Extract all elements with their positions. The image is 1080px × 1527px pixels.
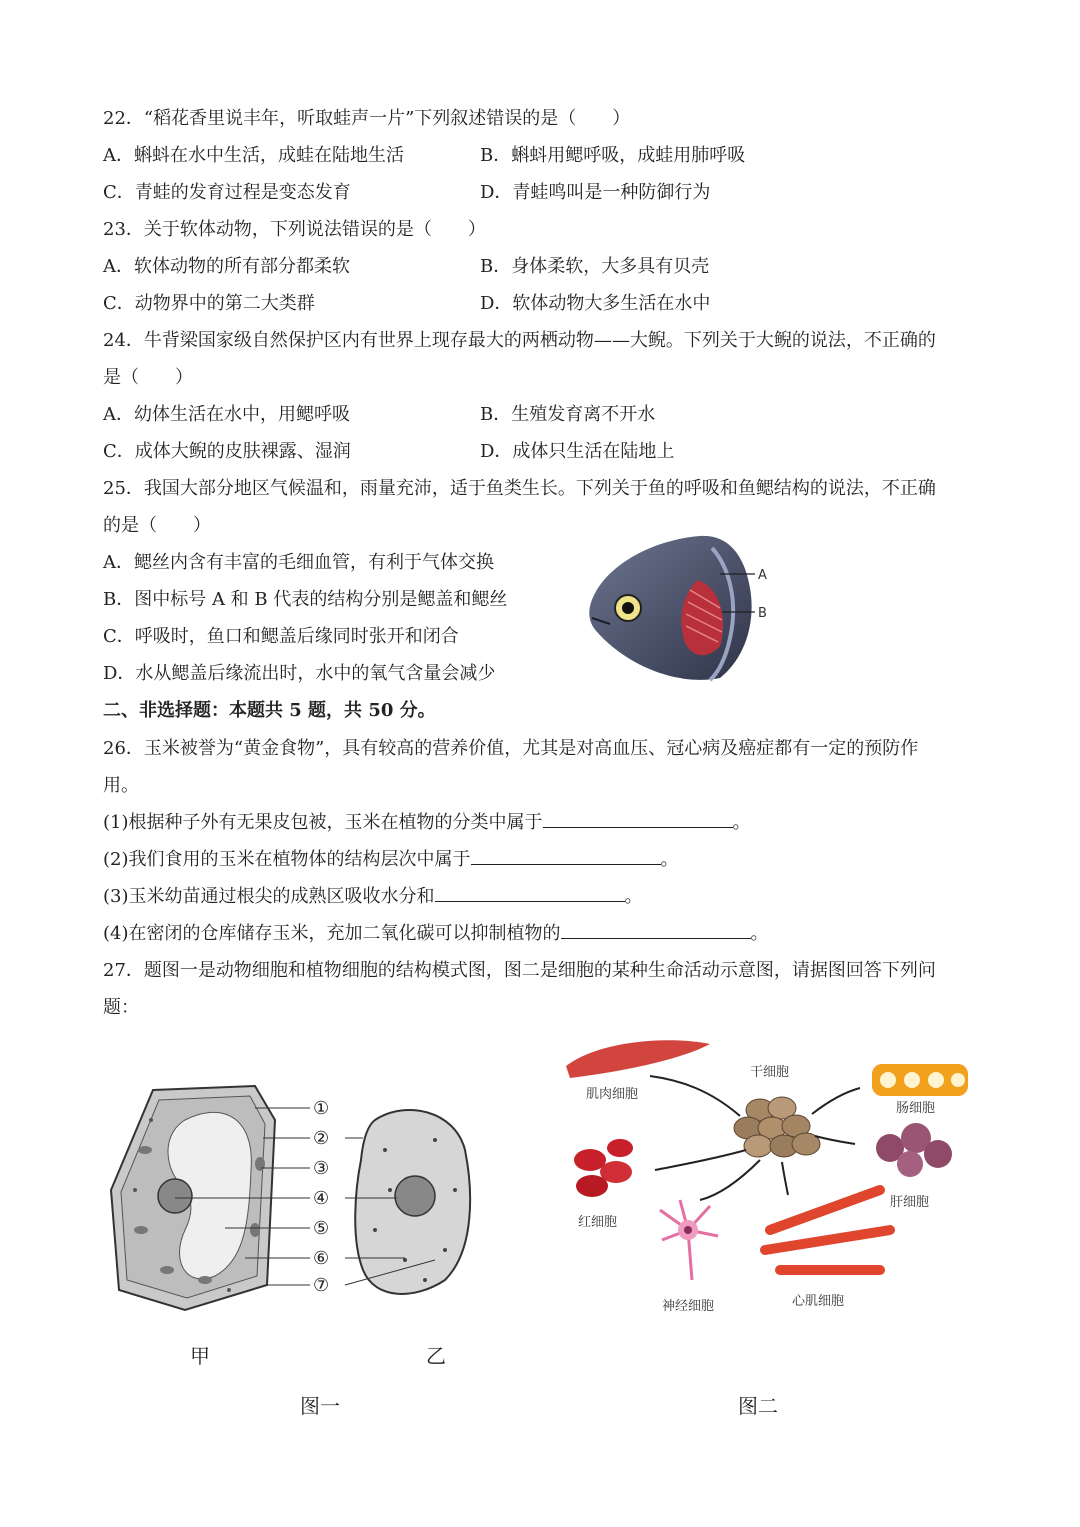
q27-stem-line2: 题：: [103, 997, 139, 1018]
animal-cell-caption: 乙: [426, 1344, 446, 1368]
q26-part2-end: 。: [660, 849, 679, 870]
cell-structure-figure: [105, 1080, 475, 1320]
cell-label-5: ⑤: [313, 1218, 330, 1239]
label-nerve-cell: 神经细胞: [662, 1299, 715, 1314]
q26-part4-text: (4)在密闭的仓库储存玉米，充加二氧化碳可以抑制植物的: [103, 923, 561, 944]
q26-part2-text: (2)我们食用的玉米在植物体的结构层次中属于: [103, 849, 471, 870]
liver-cell-shape: [876, 1123, 952, 1177]
fish-gill-figure: [580, 528, 780, 688]
q25-option-a[interactable]: A．鳃丝内含有丰富的毛细血管，有利于气体交换: [103, 552, 494, 573]
q26-part4-end: 。: [750, 923, 769, 944]
q23-option-d[interactable]: D．软体动物大多生活在水中: [480, 293, 711, 314]
plant-cell-caption: 甲: [190, 1344, 210, 1368]
q26-part3: [103, 882, 643, 908]
stem-cell-cluster: [734, 1097, 820, 1157]
plant-nucleus: [158, 1179, 192, 1213]
q24-stem-line1: 24．牛背梁国家级自然保护区内有世界上现存最大的两栖动物——大鲵。下列关于大鲵的说法，不正确的: [103, 330, 936, 351]
cell-label-4: ④: [313, 1188, 330, 1209]
q25-stem-line1: 25．我国大部分地区气候温和，雨量充沛，适于鱼类生长。下列关于鱼的呼吸和鱼鳃结构的说法，不正确: [103, 478, 936, 499]
label-stem-cell: 干细胞: [750, 1065, 790, 1080]
q26-part1-blank[interactable]: [543, 811, 733, 828]
figure-2-caption: 图二: [738, 1394, 778, 1418]
cell-differentiation-figure: [560, 1030, 980, 1320]
q26-part3-end: 。: [624, 886, 643, 907]
label-liver-cell: 肝细胞: [890, 1195, 930, 1210]
label-cardiac-cell: 心肌细胞: [792, 1294, 845, 1309]
animal-nucleus: [395, 1176, 435, 1216]
cell-label-6: ⑥: [313, 1248, 330, 1269]
q24-option-d[interactable]: D．成体只生活在陆地上: [480, 441, 675, 462]
q25-option-b[interactable]: B．图中标号 A 和 B 代表的结构分别是鳃盖和鳃丝: [103, 589, 508, 610]
q22-option-b[interactable]: B．蝌蚪用鳃呼吸，成蛙用肺呼吸: [480, 145, 746, 166]
q24-option-a[interactable]: A．幼体生活在水中，用鳃呼吸: [103, 404, 350, 425]
q26-part4: [103, 919, 769, 945]
q26-part2-blank[interactable]: [471, 848, 661, 865]
fish-head-shape: [589, 536, 751, 680]
figure-1-caption: 图一: [300, 1394, 340, 1418]
cell-label-7: ⑦: [313, 1275, 330, 1296]
fish-label-b: B: [758, 606, 767, 621]
muscle-cell-shape: [566, 1040, 710, 1078]
section-2-heading: 二、非选择题：本题共 5 题，共 50 分。: [103, 700, 436, 721]
fish-label-a: A: [758, 568, 767, 583]
q26-part2: [103, 845, 679, 871]
q26-stem-line2: 用。: [103, 775, 139, 796]
cell-label-2: ②: [313, 1128, 330, 1149]
q25-stem-line2: 的是（ ）: [103, 515, 211, 536]
q25-option-d[interactable]: D．水从鳃盖后缘流出时，水中的氧气含量会减少: [103, 663, 496, 684]
q24-stem-line2: 是（ ）: [103, 367, 193, 388]
q22-stem: 22．“稻花香里说丰年，听取蛙声一片”下列叙述错误的是（ ）: [103, 108, 631, 129]
q24-option-b[interactable]: B．生殖发育离不开水: [480, 404, 656, 425]
q26-part4-blank[interactable]: [561, 922, 751, 939]
q23-stem: 23．关于软体动物，下列说法错误的是（ ）: [103, 219, 486, 240]
q23-option-a[interactable]: A．软体动物的所有部分都柔软: [103, 256, 350, 277]
q26-part1-end: 。: [732, 812, 751, 833]
label-red-blood-cell: 红细胞: [578, 1215, 618, 1230]
q24-option-c[interactable]: C．成体大鲵的皮肤裸露、湿润: [103, 441, 351, 462]
label-intestine-cell: 肠细胞: [896, 1101, 936, 1116]
cardiac-cell-shape: [765, 1190, 890, 1270]
q26-stem-line1: 26．玉米被誉为“黄金食物”，具有较高的营养价值，尤其是对高血压、冠心病及癌症都有一定的预防作: [103, 738, 919, 759]
q25-option-c[interactable]: C．呼吸时，鱼口和鳃盖后缘同时张开和闭合: [103, 626, 459, 647]
q27-stem-line1: 27．题图一是动物细胞和植物细胞的结构模式图，图二是细胞的某种生命活动示意图，请据图回答下列问: [103, 960, 936, 981]
q22-option-d[interactable]: D．青蛙鸣叫是一种防御行为: [480, 182, 711, 203]
cell-label-3: ③: [313, 1158, 330, 1179]
q26-part1-text: (1)根据种子外有无果皮包被，玉米在植物的分类中属于: [103, 812, 543, 833]
q26-part3-text: (3)玉米幼苗通过根尖的成熟区吸收水分和: [103, 886, 435, 907]
q22-option-c[interactable]: C．青蛙的发育过程是变态发育: [103, 182, 351, 203]
label-muscle-cell: 肌肉细胞: [586, 1087, 639, 1102]
q23-option-b[interactable]: B．身体柔软，大多具有贝壳: [480, 256, 710, 277]
q26-part1: [103, 808, 751, 834]
intestine-cell-shape: [872, 1064, 968, 1096]
nerve-cell-shape: [660, 1200, 718, 1280]
q23-option-c[interactable]: C．动物界中的第二大类群: [103, 293, 315, 314]
red-blood-cell-shape: [574, 1139, 633, 1197]
q26-part3-blank[interactable]: [435, 885, 625, 902]
cell-label-1: ①: [313, 1098, 330, 1119]
q22-option-a[interactable]: A．蝌蚪在水中生活，成蛙在陆地生活: [103, 145, 404, 166]
